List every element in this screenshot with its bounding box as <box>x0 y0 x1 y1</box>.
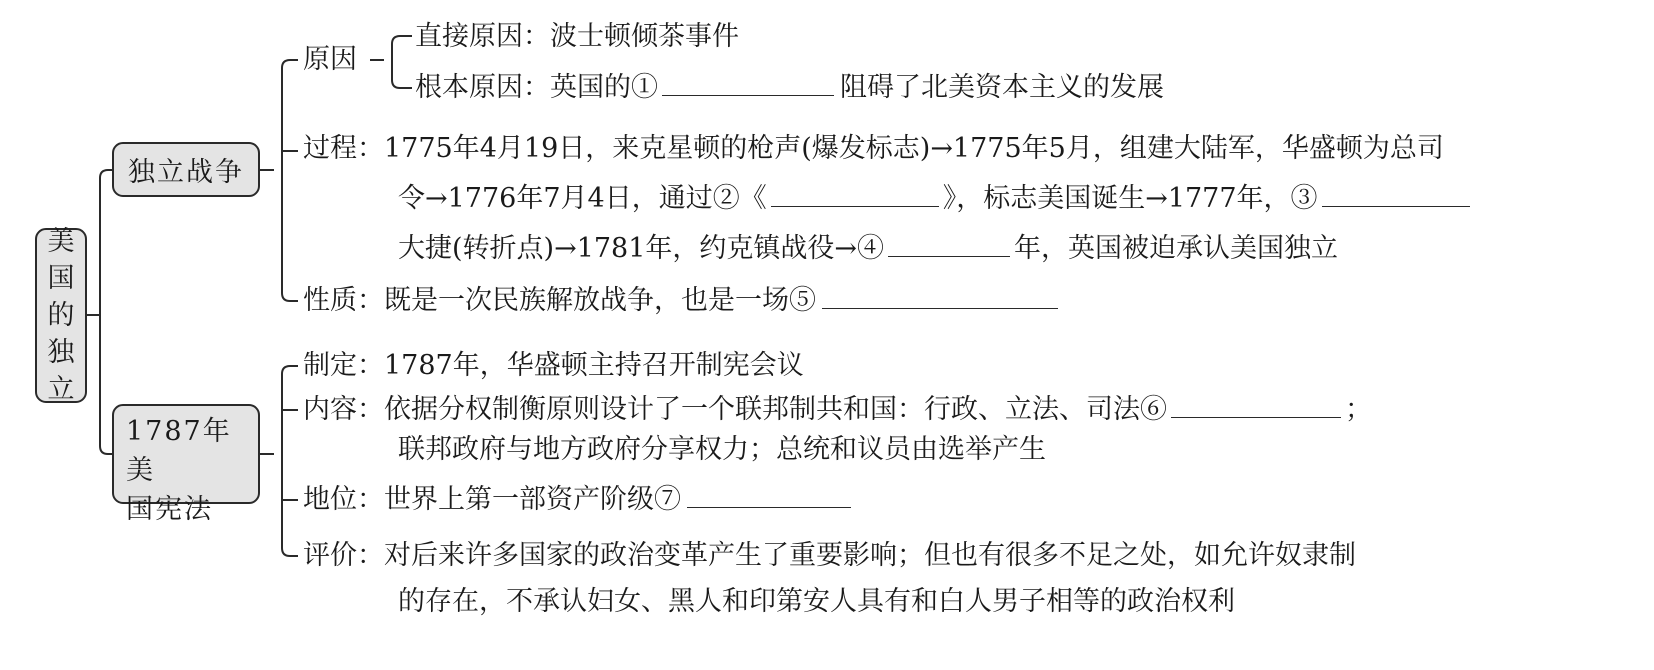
blank-2 <box>771 182 939 207</box>
process-line-3a: 大捷(转折点)→1781年，约克镇战役→④ <box>398 233 885 264</box>
root-node <box>35 228 87 403</box>
connector-branch1-bracket <box>282 60 298 301</box>
blank-3 <box>1322 182 1470 207</box>
content-end: ； <box>1345 394 1372 425</box>
process-line-2a: 令→1776年7月4日，通过②《 <box>398 183 767 214</box>
constitution-content-line-2: 联邦政府与地方政府分享权力；总统和议员由选举产生 <box>398 434 1046 465</box>
blank-6 <box>1171 393 1341 418</box>
constitution-status <box>303 483 851 517</box>
root-char: 的 <box>47 300 75 331</box>
constitution-making: 制定：1787年，华盛顿主持召开制宪会议 <box>303 350 804 381</box>
constitution-evaluation-line-2: 的存在，不承认妇女、黑人和印第安人具有和白人男子相等的政治权利 <box>398 586 1235 617</box>
constitution-evaluation-line-1: 评价：对后来许多国家的政治变革产生了重要影响；但也有很多不足之处，如允许奴隶制 <box>303 540 1356 571</box>
root-cause <box>415 71 1164 105</box>
connector-root-bracket <box>100 170 112 454</box>
constitution-content <box>303 393 1372 427</box>
status-text: 地位：世界上第一部资产阶级⑦ <box>303 484 681 515</box>
content-text: 内容：依据分权制衡原则设计了一个联邦制共和国：行政、立法、司法⑥ <box>303 394 1167 425</box>
blank-4 <box>888 232 1010 257</box>
root-cause-prefix: 根本原因：英国的① <box>415 72 658 103</box>
nature <box>303 284 1058 318</box>
connector-branch2-bracket <box>282 366 298 556</box>
root-char: 国 <box>47 263 75 294</box>
branch-constitution-1787 <box>112 404 260 525</box>
cause-label: 原因 <box>303 44 357 75</box>
process-line-3b: 年，英国被迫承认美国独立 <box>1014 233 1339 264</box>
nature-text: 性质：既是一次民族解放战争，也是一场⑤ <box>303 285 816 316</box>
root-char: 立 <box>47 374 75 405</box>
process-line-1: 过程：1775年4月19日，来克星顿的枪声(爆发标志)→1775年5月，组建大陆军，华盛顿为总司 <box>303 133 1444 164</box>
root-char: 美 <box>47 226 75 257</box>
blank-1 <box>662 71 834 96</box>
direct-cause: 直接原因：波士顿倾茶事件 <box>415 21 739 52</box>
blank-5 <box>822 284 1058 309</box>
process-line-2b: 》，标志美国诞生→1777年，③ <box>942 183 1318 214</box>
blank-7 <box>687 483 851 508</box>
branch2-label-line-1: 1787年美 <box>126 416 232 486</box>
connector-cause-bracket <box>392 36 412 88</box>
branch-independence-war: 独立战争 <box>112 142 260 197</box>
root-cause-suffix: 阻碍了北美资本主义的发展 <box>840 72 1164 103</box>
root-char: 独 <box>47 337 75 368</box>
process-line-2 <box>398 182 1470 216</box>
process-line-3 <box>398 232 1338 266</box>
branch2-label-line-2: 国宪法 <box>126 494 213 525</box>
